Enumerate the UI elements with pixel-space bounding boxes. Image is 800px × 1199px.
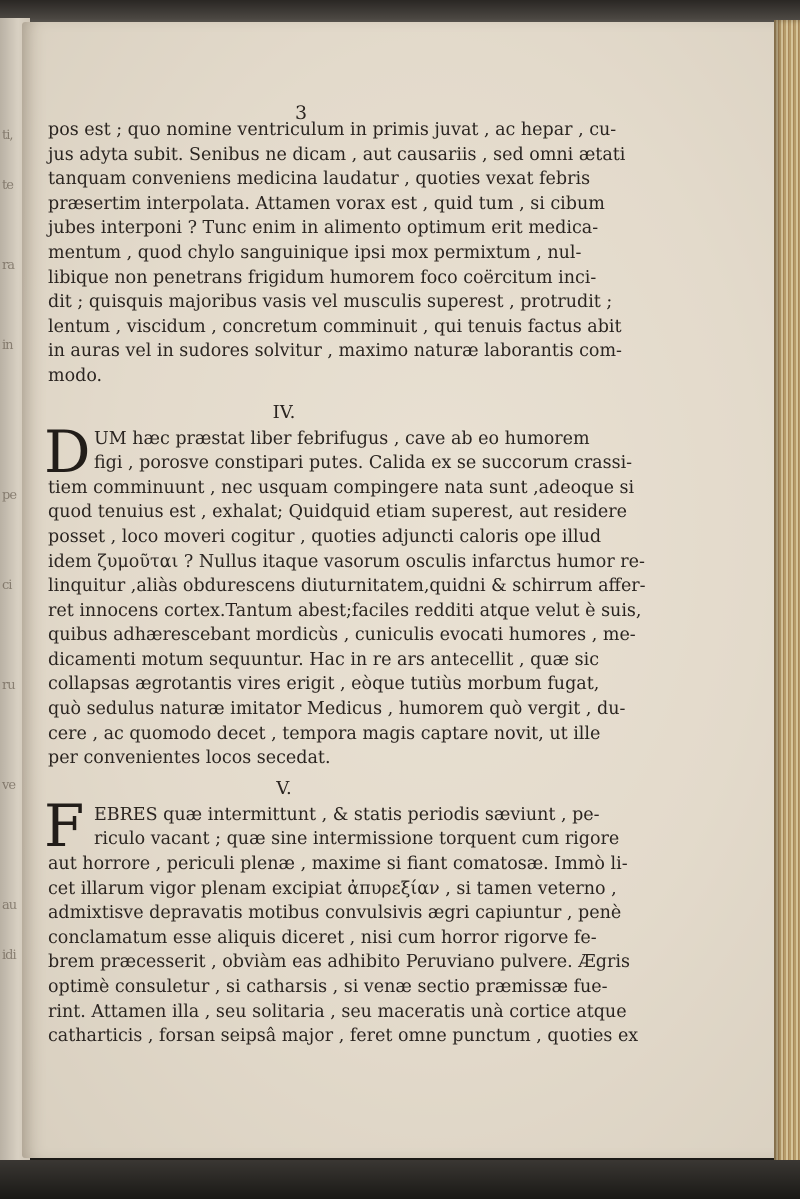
text-line: dit ; quisquis majoribus vasis vel musculis superest , protrudit ; bbox=[48, 292, 613, 313]
paragraph-section-v bbox=[44, 791, 639, 1049]
text-line: admixtisve depravatis motibus convulsivis ægri capiuntur , penè bbox=[48, 903, 622, 924]
text-line: dicamenti motum sequuntur. Hac in re ars antecellit , quæ sic bbox=[48, 649, 600, 670]
text-line: optimè consuletur , si catharsis , si venæ sectio præmissæ fue- bbox=[48, 977, 608, 997]
page-fore-edge bbox=[774, 20, 800, 1170]
text-line: figi , porosve constipari putes. Calida ex se succorum crassi- bbox=[94, 453, 633, 474]
text-line: jubes interponi ? Tunc enim in alimento optimum erit medica- bbox=[48, 218, 599, 239]
text-line: lentum , viscidum , concretum comminuit , qui tenuis factus abit bbox=[48, 316, 622, 337]
text-line: riculo vacant ; quæ sine intermissione torquent cum rigore bbox=[94, 829, 620, 850]
text-line: tiem comminuunt , nec usquam compingere nata sunt ,adeoque si bbox=[48, 477, 635, 498]
text-line: conclamatum esse aliquis diceret , nisi cum horror rigorve fe- bbox=[48, 927, 597, 948]
text-line: aut horrore , periculi plenæ , maxime si fiant comatosæ. Immò li- bbox=[48, 854, 628, 875]
text-line: linquitur ,aliàs obdurescens diuturnitatem,quidni & schirrum affer- bbox=[48, 576, 646, 597]
text-line: mentum , quod chylo sanguinique ipsi mox permixtum , nul- bbox=[48, 242, 582, 263]
page-number: 3 bbox=[295, 102, 308, 124]
text-line: cet illarum vigor plenam excipiat ἀπυρεξίαν , si tamen veterno , bbox=[48, 878, 617, 899]
facing-page-edge: ti, te ra in pe ci ru ve au idi bbox=[0, 18, 30, 1168]
text-line: præsertim interpolata. Attamen vorax est , quid tum , si cibum bbox=[48, 193, 605, 214]
text-line: tanquam conveniens medicina laudatur , quoties vexat febris bbox=[48, 169, 591, 190]
text-line: quò sedulus naturæ imitator Medicus , humorem quò vergit , du- bbox=[48, 699, 626, 720]
section-heading-v: V. bbox=[276, 777, 292, 799]
paragraph-section-iv bbox=[44, 417, 646, 771]
text-line: pos est ; quo nomine ventriculum in primis juvat , ac hepar , cu- bbox=[48, 120, 617, 140]
drop-cap: D bbox=[44, 417, 91, 486]
text-line: ret innocens cortex.Tantum abest;faciles redditi atque velut è suis, bbox=[48, 600, 642, 621]
text-line: idem ζυμοῦται ? Nullus itaque vasorum osculis infarctus humor re- bbox=[48, 551, 645, 572]
text-line: brem præcesserit , obviàm eas adhibito Peruviano pulvere. Ægris bbox=[48, 952, 630, 973]
text-line: jus adyta subit. Senibus ne dicam , aut causariis , sed omni ætati bbox=[48, 144, 626, 165]
text-line: cere , ac quomodo decet , tempora magis captare novit, ut ille bbox=[48, 723, 601, 744]
drop-cap: F bbox=[44, 791, 85, 860]
text-line: in auras vel in sudores solvitur , maximo naturæ laborantis com- bbox=[48, 341, 622, 362]
page-text bbox=[44, 118, 646, 1049]
text-line: per convenientes locos secedat. bbox=[48, 748, 331, 769]
bottom-shadow bbox=[0, 1160, 800, 1199]
text-line: libique non penetrans frigidum humorem foco coërcitum inci- bbox=[48, 267, 597, 288]
text-line: modo. bbox=[48, 365, 103, 386]
text-line: collapsas ægrotantis vires erigit , eòque tutiùs morbum fugat, bbox=[48, 674, 600, 695]
text-line: rint. Attamen illa , seu solitaria , seu maceratis unà cortice atque bbox=[48, 1001, 627, 1022]
text-line: posset , loco moveri cogitur , quoties adjuncti caloris ope illud bbox=[48, 526, 602, 547]
text-line: EBRES quæ intermittunt , & statis periodis sæviunt , pe- bbox=[94, 804, 600, 825]
paragraph-continuation bbox=[48, 118, 626, 389]
text-line: catharticis , forsan seipsâ major , feret omne punctum , quoties ex bbox=[48, 1026, 639, 1047]
text-line: quod tenuius est , exhalat; Quidquid etiam superest, aut residere bbox=[48, 502, 628, 523]
text-line: UM hæc præstat liber febrifugus , cave ab eo humorem bbox=[94, 428, 590, 449]
section-heading-iv: IV. bbox=[272, 401, 296, 423]
text-line: quibus adhærescebant mordicùs , cuniculis evocati humores , me- bbox=[48, 625, 636, 646]
